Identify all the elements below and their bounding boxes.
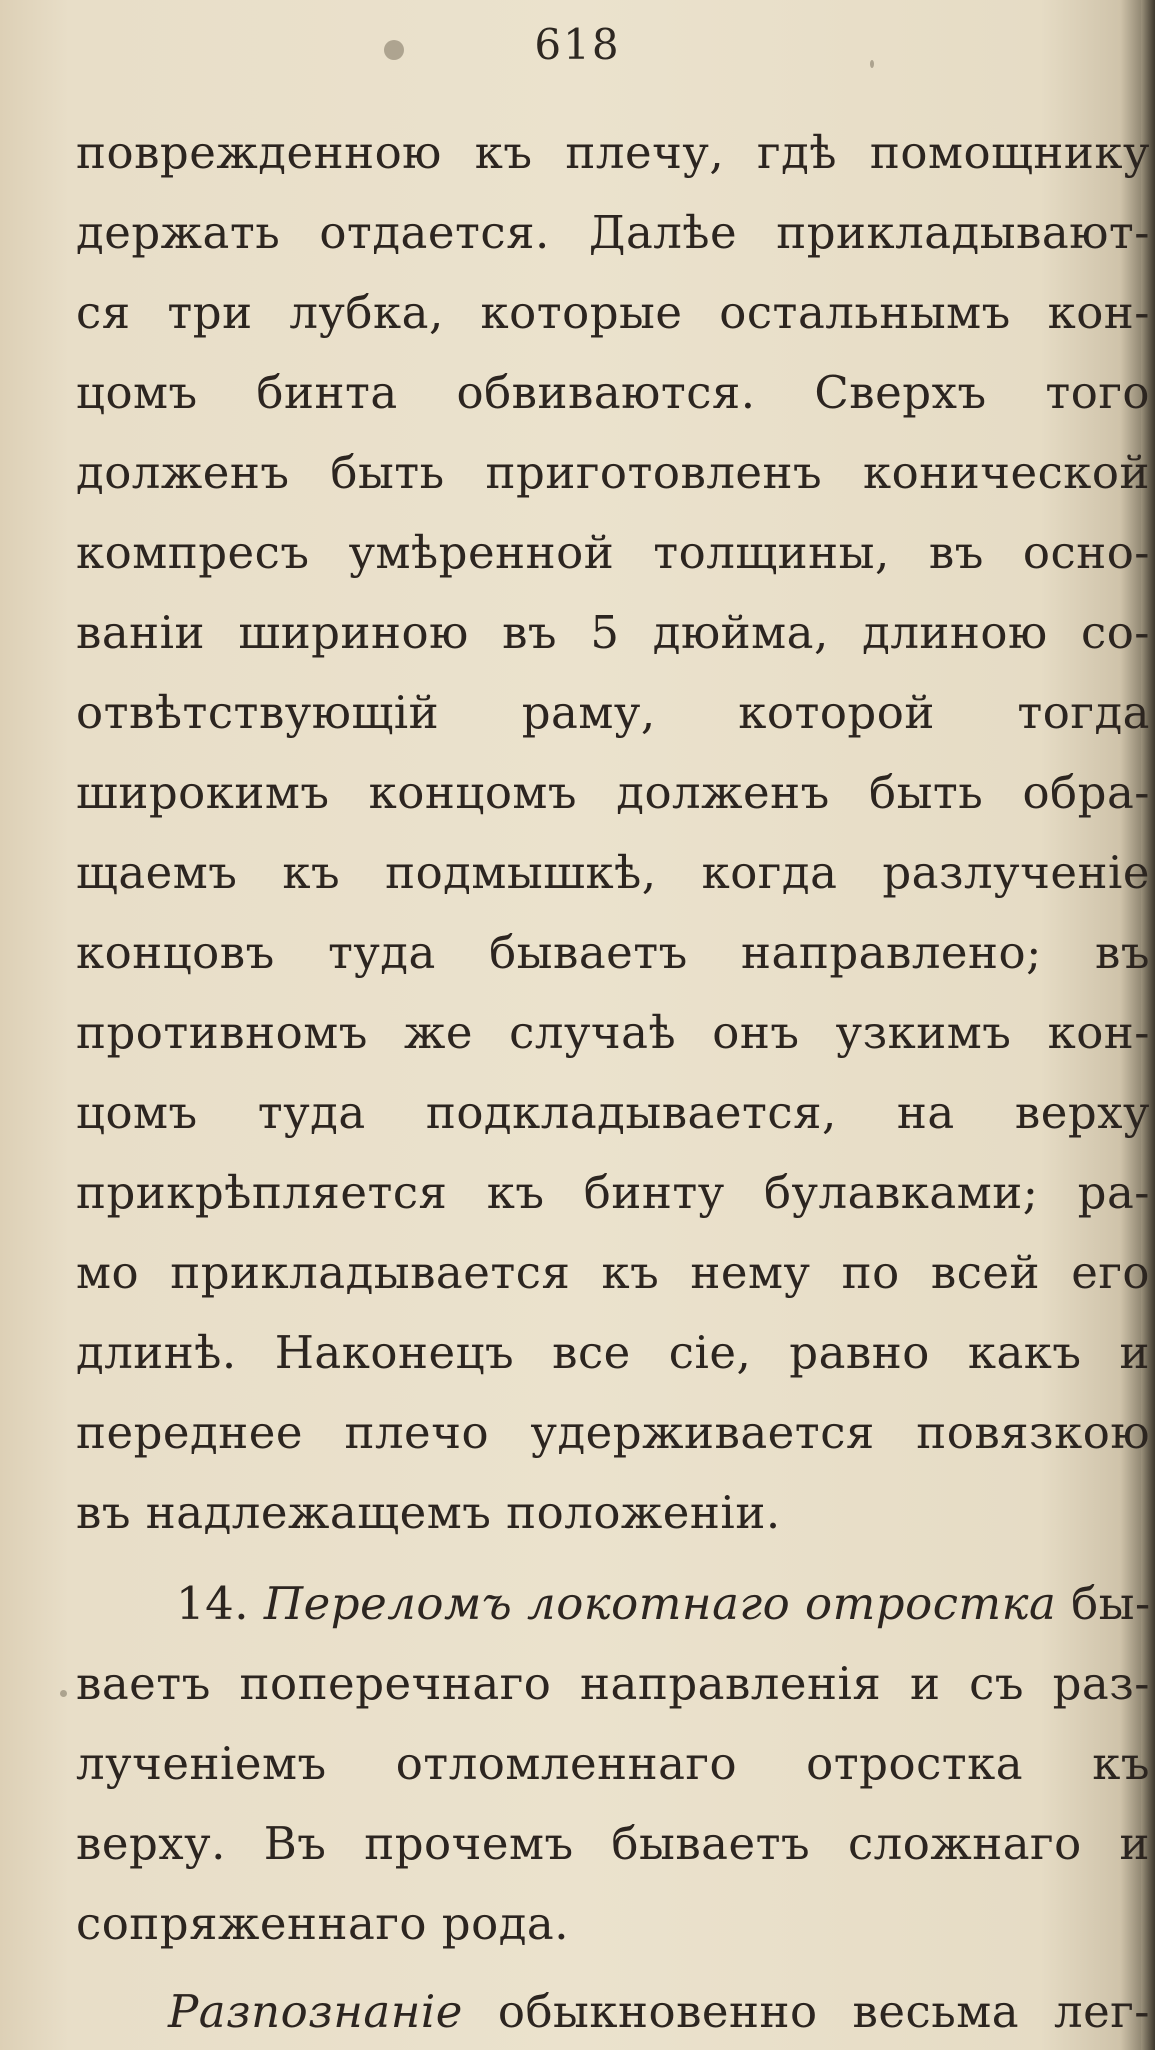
text-line: прикрѣпляется къ бинту булавками; ра- [76,1166,1150,1219]
text-line: цомъ туда подкладывается, на верху [76,1086,1150,1139]
text-line: ся три лубка, которые остальнымъ кон- [76,286,1150,339]
page-number: 618 [534,20,621,69]
text-line: концовъ туда бываетъ направлено; въ [76,926,1150,979]
text-line: ваніи шириною въ 5 дюйма, длиною со- [76,606,1150,659]
text-line: верху. Въ прочемъ бываетъ сложнаго и [76,1817,1150,1870]
paragraph-heading: Разпознаніе [168,1985,463,2038]
text-line: лученіемъ отломленнаго отростка къ [76,1737,1150,1790]
text-line: отвѣтствующій раму, которой тогда [76,686,1150,739]
text-line: ваетъ поперечнаго направленія и съ раз- [76,1657,1150,1710]
ink-speck [60,1690,67,1697]
text-line: щаемъ къ подмышкѣ, когда разлученіе [76,846,1150,899]
paragraph-first-line [76,1972,1150,2050]
text-line: противномъ же случаѣ онъ узкимъ кон- [76,1006,1150,1059]
text-line: компресъ умѣренной толщины, въ осно- [76,526,1150,579]
text-fragment: обыкновенно весьма лег- [497,1985,1150,2038]
text-line: мо прикладывается къ нему по всей его [76,1246,1150,1299]
text-line: поврежденною къ плечу, гдѣ помощнику [76,126,1150,179]
text-line: цомъ бинта обвиваются. Сверхъ того [76,366,1150,419]
text-line: въ надлежащемъ положеніи. [76,1486,781,1539]
section-number: 14. [176,1577,250,1630]
section-first-line [76,1564,1150,1644]
text-line: сопряженнаго рода. [76,1897,570,1950]
text-line: длинѣ. Наконецъ все сіе, равно какъ и [76,1326,1150,1379]
text-fragment: бы- [1071,1577,1151,1630]
section-heading: Переломъ локотнаго отростка [263,1577,1057,1630]
text-line: переднее плечо удерживается повязкою [76,1406,1150,1459]
text-line: держать отдается. Далѣе прикладывают- [76,206,1150,259]
text-line: широкимъ концомъ долженъ быть обра- [76,766,1150,819]
text-line: долженъ быть приготовленъ конической [76,446,1150,499]
